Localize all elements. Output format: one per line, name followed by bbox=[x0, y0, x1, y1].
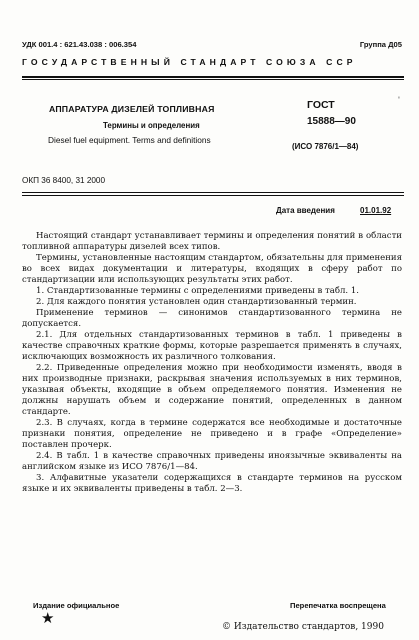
gost-number: 15888—90 bbox=[307, 116, 356, 127]
group-code: Группа Д05 bbox=[359, 40, 402, 49]
document-title: АППАРАТУРА ДИЗЕЛЕЙ ТОПЛИВНАЯ bbox=[49, 104, 215, 114]
body-text bbox=[22, 231, 402, 495]
copyright: © Издательство стандартов, 1990 bbox=[222, 622, 384, 632]
reprint-prohibited-note: Перепечатка воспрещена bbox=[290, 601, 386, 610]
paragraph: 2.1. Для отдельных стандартизованных терминов в табл. 1 приведены в качестве справочных краткие формы, которые разрешается применять в случаях, исключающих возможность их различного толкования. bbox=[22, 330, 402, 362]
okp-code: ОКП 36 8400, 31 2000 bbox=[22, 176, 106, 185]
paragraph: 2.3. В случаях, когда в термине содержатся все необходимые и достаточные признаки понятия, определение не приведено и в графе «Определение» поставлен прочерк. bbox=[22, 418, 402, 450]
iso-reference: (ИСО 7876/1—84) bbox=[292, 142, 359, 151]
paragraph: 2.4. В табл. 1 в качестве справочных приведены иноязычные эквиваленты на английском языке из ИСО 7876/1—84. bbox=[22, 451, 402, 472]
gost-label: ГОСТ bbox=[307, 99, 335, 111]
paragraph: 2.2. Приведенные определения можно при необходимости изменять, вводя в них производные признаки, раскрывая значения используемых в них терминов, указывая объекты, входящие в объем определяемого понятия. Изменения не должны нарушать объем и содержание понятий, определенных в данном стандарте. bbox=[22, 363, 402, 417]
header-rule-thin bbox=[22, 79, 404, 80]
paragraph: Настоящий стандарт устанавливает термины и определения понятий в области топливной аппаратуры дизелей всех типов. bbox=[22, 231, 402, 252]
date-label: Дата введения bbox=[276, 206, 335, 215]
date-value: 01.01.92 bbox=[360, 206, 392, 215]
document-title-english: Diesel fuel equipment. Terms and definitions bbox=[48, 135, 211, 145]
paragraph: 2. Для каждого понятия установлен один стандартизованный термин. bbox=[36, 297, 357, 307]
corner-mark: ' bbox=[398, 96, 400, 104]
official-edition-note: Издание официальное bbox=[33, 601, 120, 610]
star-icon: ★ bbox=[41, 609, 55, 627]
udk-code: УДК 001.4 : 621.43.038 : 006.354 bbox=[22, 40, 137, 49]
document-subtitle: Термины и определения bbox=[103, 121, 200, 130]
header-rule-thick bbox=[22, 76, 404, 78]
paragraph: 1. Стандартизованные термины с определениями приведены в табл. 1. bbox=[36, 286, 360, 296]
separator-rule-thin bbox=[22, 192, 404, 193]
paragraph: Термины, установленные настоящим стандартом, обязательны для применения во всех видах документации и литературы, входящих в сферу работ по стандартизации или использующих результаты этих работ. bbox=[22, 253, 402, 285]
paragraph: 3. Алфавитные указатели содержащихся в стандарте терминов на русском языке и их эквиваленты приведены в табл. 2—3. bbox=[22, 473, 402, 494]
separator-rule-thick bbox=[22, 195, 404, 196]
paragraph: Применение терминов — синонимов стандартизованного термина не допускается. bbox=[22, 308, 402, 329]
standard-org-heading: ГОСУДАРСТВЕННЫЙ СТАНДАРТ СОЮЗА ССР bbox=[22, 57, 357, 67]
